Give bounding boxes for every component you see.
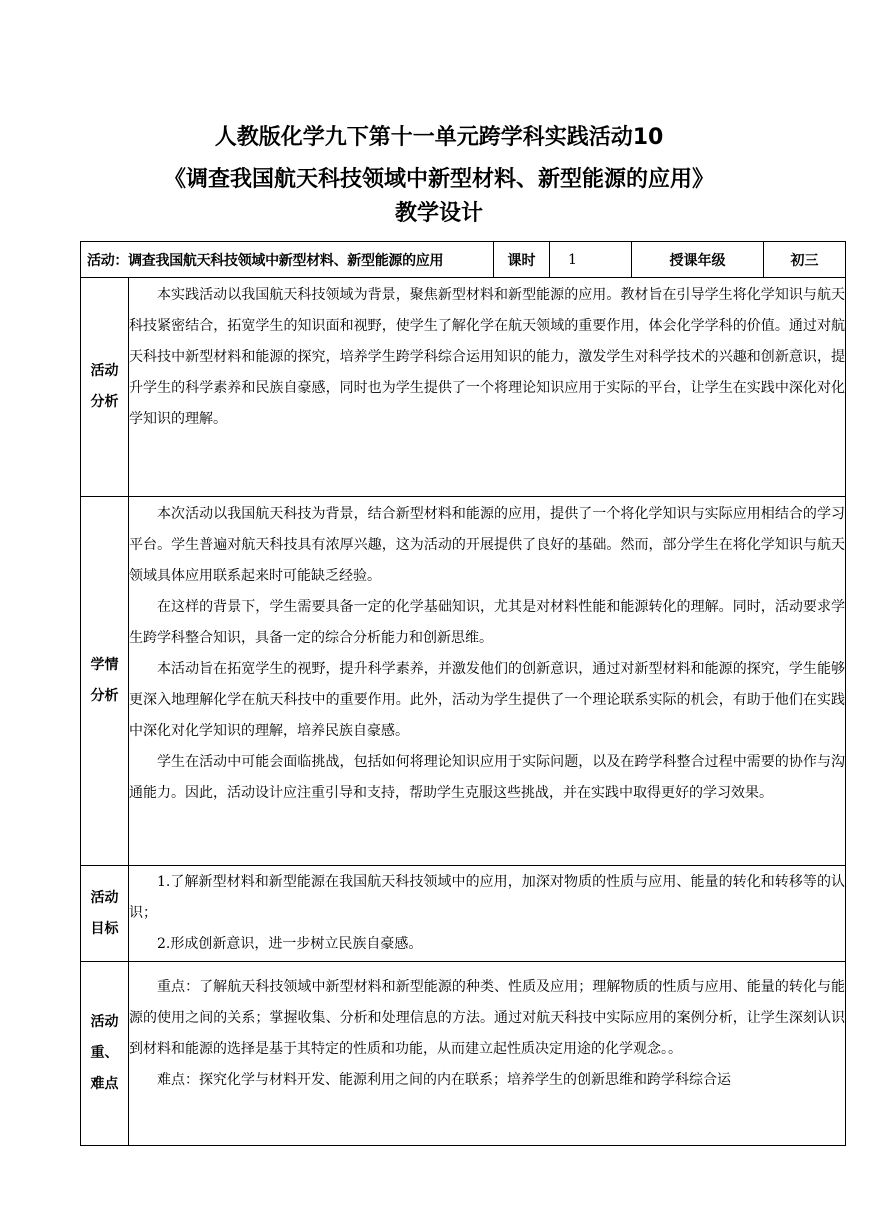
keypoints-label (81, 962, 129, 1146)
student-label-line-1: 学情 (90, 657, 119, 673)
keypoints-content (129, 962, 846, 1146)
goals-content (129, 866, 846, 962)
goal-item-2: 2.形成创新意识，进一步树立民族自豪感。 (157, 936, 423, 952)
keypoints-label-line-1: 活动 (90, 1014, 119, 1030)
student-paragraph-3: 本活动旨在拓宽学生的视野，提升科学素养，并激发他们的创新意识，通过对新型材料和能源的探究，学生能够更深入地理解化学在航天科技中的重要作用。此外，活动为学生提供了一个理论联系实际的机会，有助于他们在实践中深化对化学知识的理解，培养民族自豪感。 (129, 661, 846, 739)
header-row (81, 242, 846, 278)
student-label-line-2: 分析 (90, 688, 119, 704)
keypoints-label-line-2: 重、 (90, 1045, 119, 1061)
title-line-3: 教学设计 (394, 201, 483, 226)
analysis-paragraph: 本实践活动以我国航天科技领域为背景，聚焦新型材料和新型能源的应用。教材旨在引导学生将化学知识与航天科技紧密结合，拓宽学生的知识面和视野，使学生了解化学在航天领域的重要作用，体会化学学科的价值。通过对航天科技中新型材料和能源的探究，培养学生跨学科综合运用知识的能力，激发学生对科学技术的兴趣和创新意识，提升学生的科学素养和民族自豪感，同时也为学生提供了一个将理论知识应用于实际的平台，让学生在实践中深化对化学知识的理解。 (129, 287, 846, 427)
keypoints-label-line-3: 难点 (90, 1076, 119, 1092)
student-content (129, 497, 846, 866)
student-paragraph-1: 本次活动以我国航天科技为背景，结合新型材料和能源的应用，提供了一个将化学知识与实际应用相结合的学习平台。学生普遍对航天科技具有浓厚兴趣，这为活动的开展提供了良好的基础。然而，部分学生在将化学知识与航天领域具体应用联系起来时可能缺乏经验。 (129, 506, 846, 584)
student-paragraph-4: 学生在活动中可能会面临挑战，包括如何将理论知识应用于实际问题，以及在跨学科整合过程中需要的协作与沟通能力。因此，活动设计应注重引导和支持，帮助学生克服这些挑战，并在实践中取得更好的学习效果。 (129, 754, 846, 801)
activity-title-cell: 活动：调查我国航天科技领域中新型材料、新型能源的应用 (81, 242, 494, 278)
analysis-content (129, 278, 846, 497)
analysis-row (81, 278, 846, 497)
title-line-1: 人教版化学九下第十一单元跨学科实践活动10 (214, 125, 664, 150)
analysis-label (81, 278, 129, 497)
goals-label-line-2: 目标 (90, 920, 119, 937)
student-label (81, 497, 129, 866)
keypoints-difficulty: 难点：探究化学与材料开发、能源利用之间的内在联系；培养学生的创新思维和跨学科综合运 (157, 1072, 731, 1088)
analysis-label-line-2: 分析 (90, 394, 119, 410)
goals-label (81, 866, 129, 962)
goals-label-line-1: 活动 (90, 889, 119, 906)
title-line-2: 《调查我国航天科技领域中新型材料、新型能源的应用》 (163, 167, 714, 192)
goal-item-1: 1.了解新型材料和新型能源在我国航天科技领域中的应用，加深对物质的性质与应用、能量的转化和转移等的认识； (129, 874, 846, 921)
student-paragraph-2: 在这样的背景下，学生需要具备一定的化学基础知识，尤其是对材料性能和能源转化的理解。同时，活动要求学生跨学科整合知识，具备一定的综合分析能力和创新思维。 (129, 599, 846, 646)
student-row (81, 497, 846, 866)
goals-row (81, 866, 846, 962)
period-label: 课时 (494, 242, 550, 278)
keypoints-focus: 重点：了解航天科技领域中新型材料和新型能源的种类、性质及应用；理解物质的性质与应用、能量的转化与能源的使用之间的关系；掌握收集、分析和处理信息的方法。通过对航天科技中实际应用的案例分析，让学生深刻认识到材料和能源的选择是基于其特定的性质和功能，从而建立起性质决定用途的化学观念。。 (129, 979, 846, 1057)
grade-value: 初三 (764, 242, 846, 278)
analysis-label-line-1: 活动 (90, 363, 119, 379)
period-value: 1 (550, 242, 632, 278)
document-title (80, 118, 798, 234)
grade-label: 授课年级 (632, 242, 764, 278)
keypoints-row (81, 962, 846, 1146)
lesson-plan-table (80, 241, 846, 1146)
